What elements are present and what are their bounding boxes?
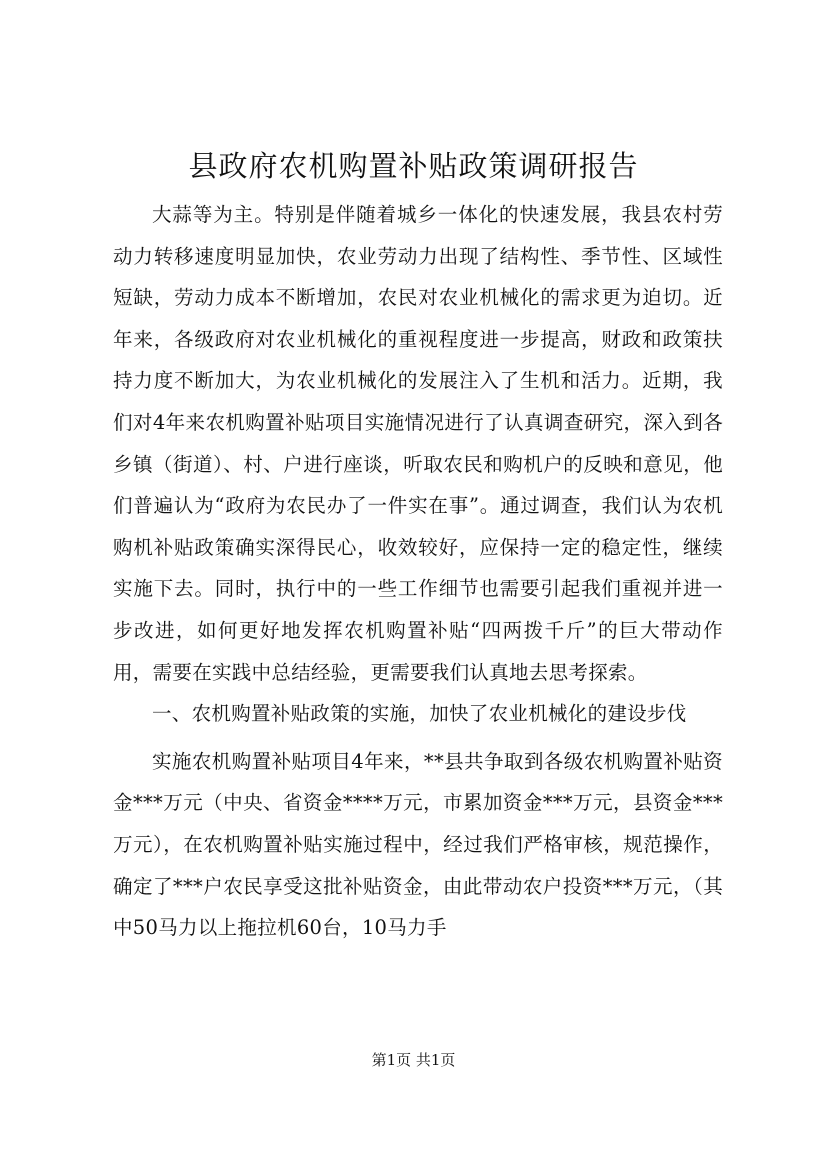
section-paragraph: 实施农机购置补贴项目4年来，**县共争取到各级农机购置补贴资金***万元（中央、省资金****万元，市累加资金***万元，县资金***万元），在农机购置补贴实施过程中，经过我们严格审核，规范操作，确定了***户农民享受这批补贴资金，由此带动农户投资***万元，（其中50马力以上拖拉机60台，10马力手 (113, 749, 723, 940)
body-paragraph: 大蒜等为主。特别是伴随着城乡一体化的快速发展，我县农村劳动力转移速度明显加快，农业劳动力出现了结构性、季节性、区域性短缺，劳动力成本不断增加，农民对农业机械化的需求更为迫切。近年来，各级政府对农业机械化的重视程度进一步提高，财政和政策扶持力度不断加大，为农业机械化的发展注入了生机和活力。近期，我们对4年来农机购置补贴项目实施情况进行了认真调查研究，深入到各乡镇（街道）、村、户进行座谈，听取农民和购机户的反映和意见，他们普遍认为“政府为农民办了一件实在事”。通过调查，我们认为农机购机补贴政策确实深得民心，收效较好，应保持一定的稳定性，继续实施下去。同时，执行中的一些工作细节也需要引起我们重视并进一步改进，如何更好地发挥农机购置补贴“四两拨千斤”的巨大带动作用，需要在实践中总结经验，更需要我们认真地去思考探索。 (113, 203, 723, 684)
document-title: 县政府农机购置补贴政策调研报告 (188, 149, 639, 183)
section-heading: 一、农机购置补贴政策的实施，加快了农业机械化的建设步伐 (152, 702, 687, 726)
page-footer: 第1页 共1页 (371, 1051, 456, 1069)
document-body (113, 194, 723, 949)
